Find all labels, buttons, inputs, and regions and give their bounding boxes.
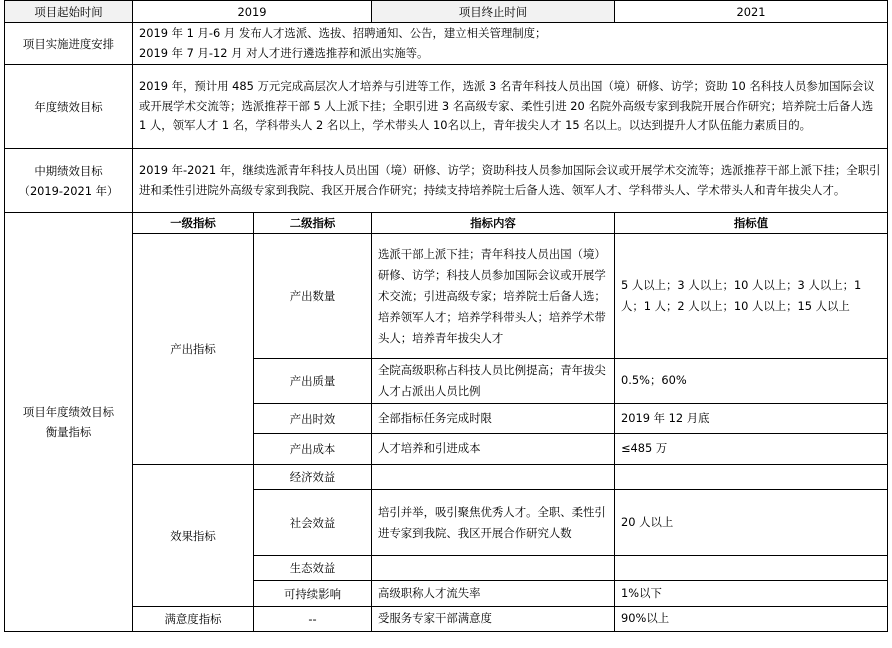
column-level1: 一级指标 [133,213,254,234]
column-value: 指标值 [615,213,888,234]
social-value: 20 人以上 [615,490,888,556]
quantity-name: 产出数量 [254,234,372,359]
ecological-name: 生态效益 [254,556,372,581]
timeliness-content: 全部指标任务完成时限 [372,404,615,434]
satisfaction-value: 90%以上 [615,607,888,632]
quantity-content: 选派干部上派下挂；青年科技人员出国（境）研修、访学；科技人员参加国际会议或开展学术交流；引进高级专家；培养院士后备人选；培养领军人才；培养学科带头人；培养学术带头人；培养青年拔尖人才 [372,234,615,359]
start-value: 2019 [133,1,372,23]
social-content: 培引并举，吸引聚焦优秀人才。全职、柔性引进专家到我院、我区开展合作研究人数 [372,490,615,556]
sustainable-name: 可持续影响 [254,581,372,607]
output-indicator-label: 产出指标 [133,234,254,465]
ecological-value [615,556,888,581]
quantity-value: 5 人以上；3 人以上；10 人以上；3 人以上；1 人；1 人；2 人以上；10 人以上；15 人以上 [615,234,888,359]
annual-goal-row [5,65,888,149]
effect-indicator-label: 效果指标 [133,465,254,607]
table-row [5,234,888,359]
satisfaction-label: 满意度指标 [133,607,254,632]
cost-content: 人才培养和引进成本 [372,434,615,465]
performance-goal-table [4,0,888,632]
economic-name: 经济效益 [254,465,372,490]
indicator-section-label-line-2: 衡量指标 [45,425,92,439]
economic-content [372,465,615,490]
start-label: 项目起始时间 [5,1,133,23]
mid-goal-text: 2019 年-2021 年，继续选派青年科技人员出国（境）研修、访学；资助科技人员参加国际会议或开展学术交流等；选派推荐干部上派下挂；全职引进和柔性引进院外高级专家到我院、我区开展合作研究；持续支持培养院士后备人选、领军人才、学科带头人、学术带头人和青年拔尖人才。 [133,149,888,213]
header-row [5,1,888,23]
mid-goal-label-line-2: （2019-2021 年） [18,183,119,198]
table-row [5,607,888,632]
timeliness-name: 产出时效 [254,404,372,434]
end-label: 项目终止时间 [372,1,615,23]
satisfaction-content: 受服务专家干部满意度 [372,607,615,632]
cost-value: ≤485 万 [615,434,888,465]
sustainable-value: 1%以下 [615,581,888,607]
column-content: 指标内容 [372,213,615,234]
schedule-content [133,23,888,65]
economic-value [615,465,888,490]
mid-goal-label-line-1: 中期绩效目标 [34,163,103,178]
indicator-section-label-line-1: 项目年度绩效目标 [22,405,115,419]
cost-name: 产出成本 [254,434,372,465]
sustainable-content: 高级职称人才流失率 [372,581,615,607]
annual-goal-label: 年度绩效目标 [5,65,133,149]
column-level2: 二级指标 [254,213,372,234]
schedule-line-1: 2019 年 1 月-6 月 发布人才选派、选拔、招聘通知、公告，建立相关管理制度； [139,26,547,40]
indicator-section-label [5,213,133,632]
timeliness-value: 2019 年 12 月底 [615,404,888,434]
annual-goal-text: 2019 年，预计用 485 万元完成高层次人才培养与引进等工作，选派 3 名青年科技人员出国（境）研修、访学；资助 10 名科技人员参加国际会议或开展学术交流等；选派推荐干部 5 人上派下挂；全职引进 3 名高级专家、柔性引进 20 名院外高级专家到我院开展合作研究；培养院士后备人选 1 人，领军人才 1 名，学科带头人 2 名以上，学术带头人 10名以上，青年拔尖人才 15 名以上。以达到提升人才队伍能力素质目的。 [133,65,888,149]
quality-content: 全院高级职称占科技人员比例提高；青年拔尖人才占派出人员比例 [372,359,615,404]
social-name: 社会效益 [254,490,372,556]
schedule-label: 项目实施进度安排 [5,23,133,65]
schedule-line-2: 2019 年 7 月-12 月 对人才进行遴选推荐和派出实施等。 [139,45,429,60]
quality-value: 0.5%；60% [615,359,888,404]
ecological-content [372,556,615,581]
satisfaction-name: -- [254,607,372,632]
end-value: 2021 [615,1,888,23]
table-row [5,465,888,490]
indicator-header-row [5,213,888,234]
schedule-row [5,23,888,65]
mid-goal-row [5,149,888,213]
quality-name: 产出质量 [254,359,372,404]
mid-goal-label [5,149,133,213]
